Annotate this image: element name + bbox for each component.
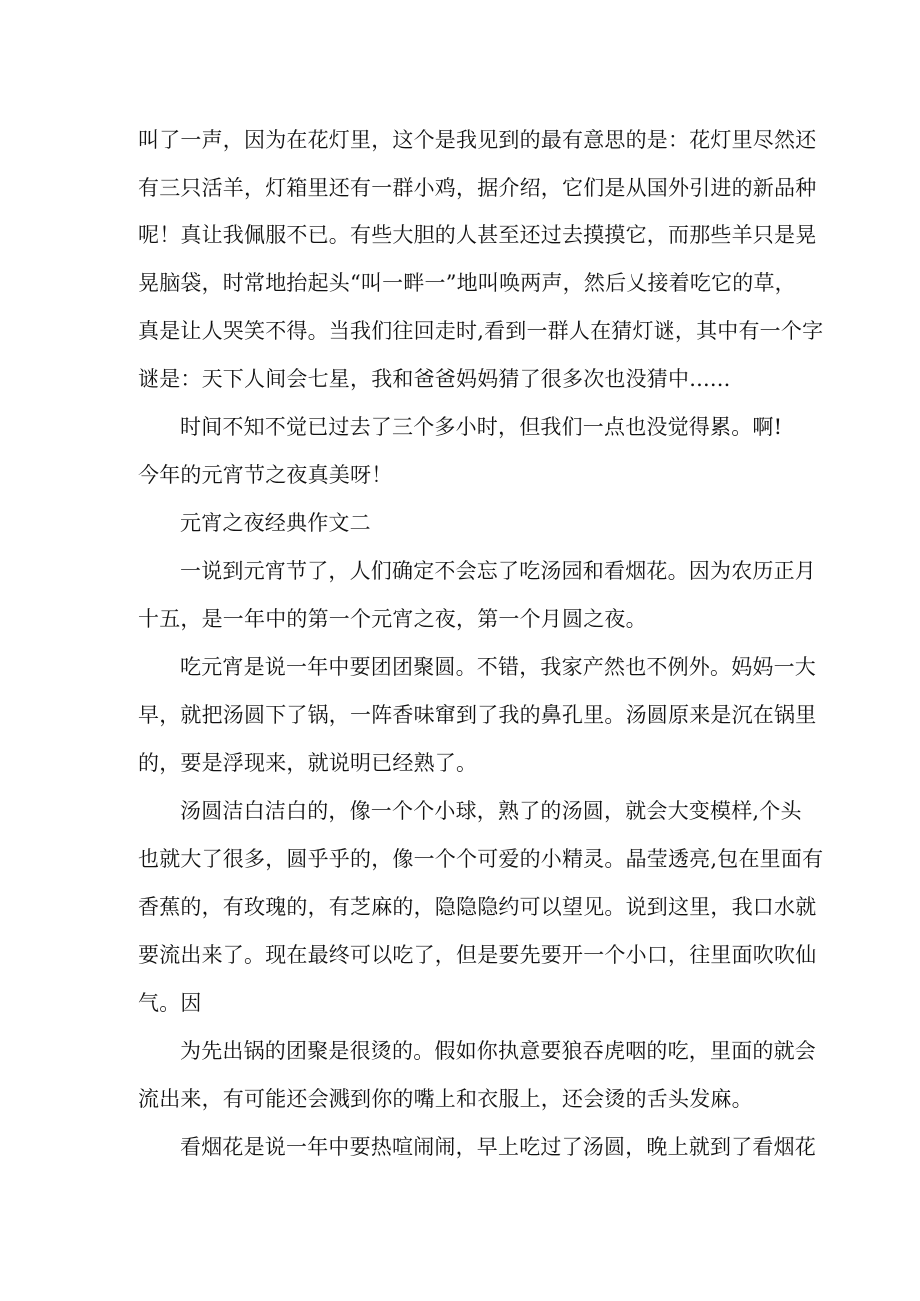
text-line: 叫了一声，因为在花灯里，这个是我见到的最有意思的是：花灯里尽然还	[138, 128, 817, 152]
text-line: 香蕉的，有玫瑰的，有芝麻的，隐隐隐约可以望见。说到这里，我口水就	[138, 895, 817, 919]
text-line: 的，要是浮现来，就说明已经熟了。	[138, 751, 478, 775]
text-line: 真是让人哭笑不得。当我们往回走时,看到一群人在猜灯谜，其中有一个字	[138, 319, 824, 343]
text-line: 吃元宵是说一年中要团团聚圆。不错，我家产然也不例外。妈妈一大	[180, 655, 816, 679]
text-line: 也就大了很多，圆乎乎的，像一个个可爱的小精灵。晶莹透亮,包在里面有	[138, 847, 824, 871]
text-line: 为先出锅的团聚是很烫的。假如你执意要狼吞虎咽的吃，里面的就会	[180, 1039, 816, 1063]
text-line: 汤圆洁白洁白的，像一个个小球，熟了的汤圆，就会大变模样,个头	[180, 799, 802, 823]
text-line: 呢！真让我佩服不已。有些大胆的人甚至还过去摸摸它，而那些羊只是晃	[138, 223, 817, 247]
text-line: 谜是：天下人间会七星，我和爸爸妈妈猜了很多次也没猜中......	[138, 367, 731, 391]
text-line: 晃脑袋，时常地抬起头“叫一畔一”地叫唤两声，然后乂接着吃它的草，	[138, 271, 796, 295]
text-line: 时间不知不觉已过去了三个多小时，但我们一点也没觉得累。啊!	[180, 415, 783, 439]
text-line: 流出来，有可能还会溅到你的嘴上和衣服上，还会烫的舌头发麻。	[138, 1087, 753, 1111]
text-line: 十五，是一年中的第一个元宵之夜，第一个月圆之夜。	[138, 607, 647, 631]
text-line: 今年的元宵节之夜真美呀！	[138, 463, 393, 487]
text-line: 要流出来了。现在最终可以吃了，但是要先要开一个小口，往里面吹吹仙	[138, 943, 817, 967]
section-heading: 元宵之夜经典作文二	[180, 511, 371, 535]
text-line: 早，就把汤圆下了锅，一阵香味窜到了我的鼻孔里。汤圆原来是沉在锅里	[138, 703, 817, 727]
text-line: 有三只活羊，灯箱里还有一群小鸡，据介绍，它们是从国外引进的新品种	[138, 176, 817, 200]
text-line: 一说到元宵节了，人们确定不会忘了吃汤园和看烟花。因为农历正月	[180, 559, 816, 583]
text-line: 看烟花是说一年中要热喧闹闹，早上吃过了汤圆，晚上就到了看烟花	[180, 1135, 816, 1159]
text-line: 气。因	[138, 991, 202, 1015]
